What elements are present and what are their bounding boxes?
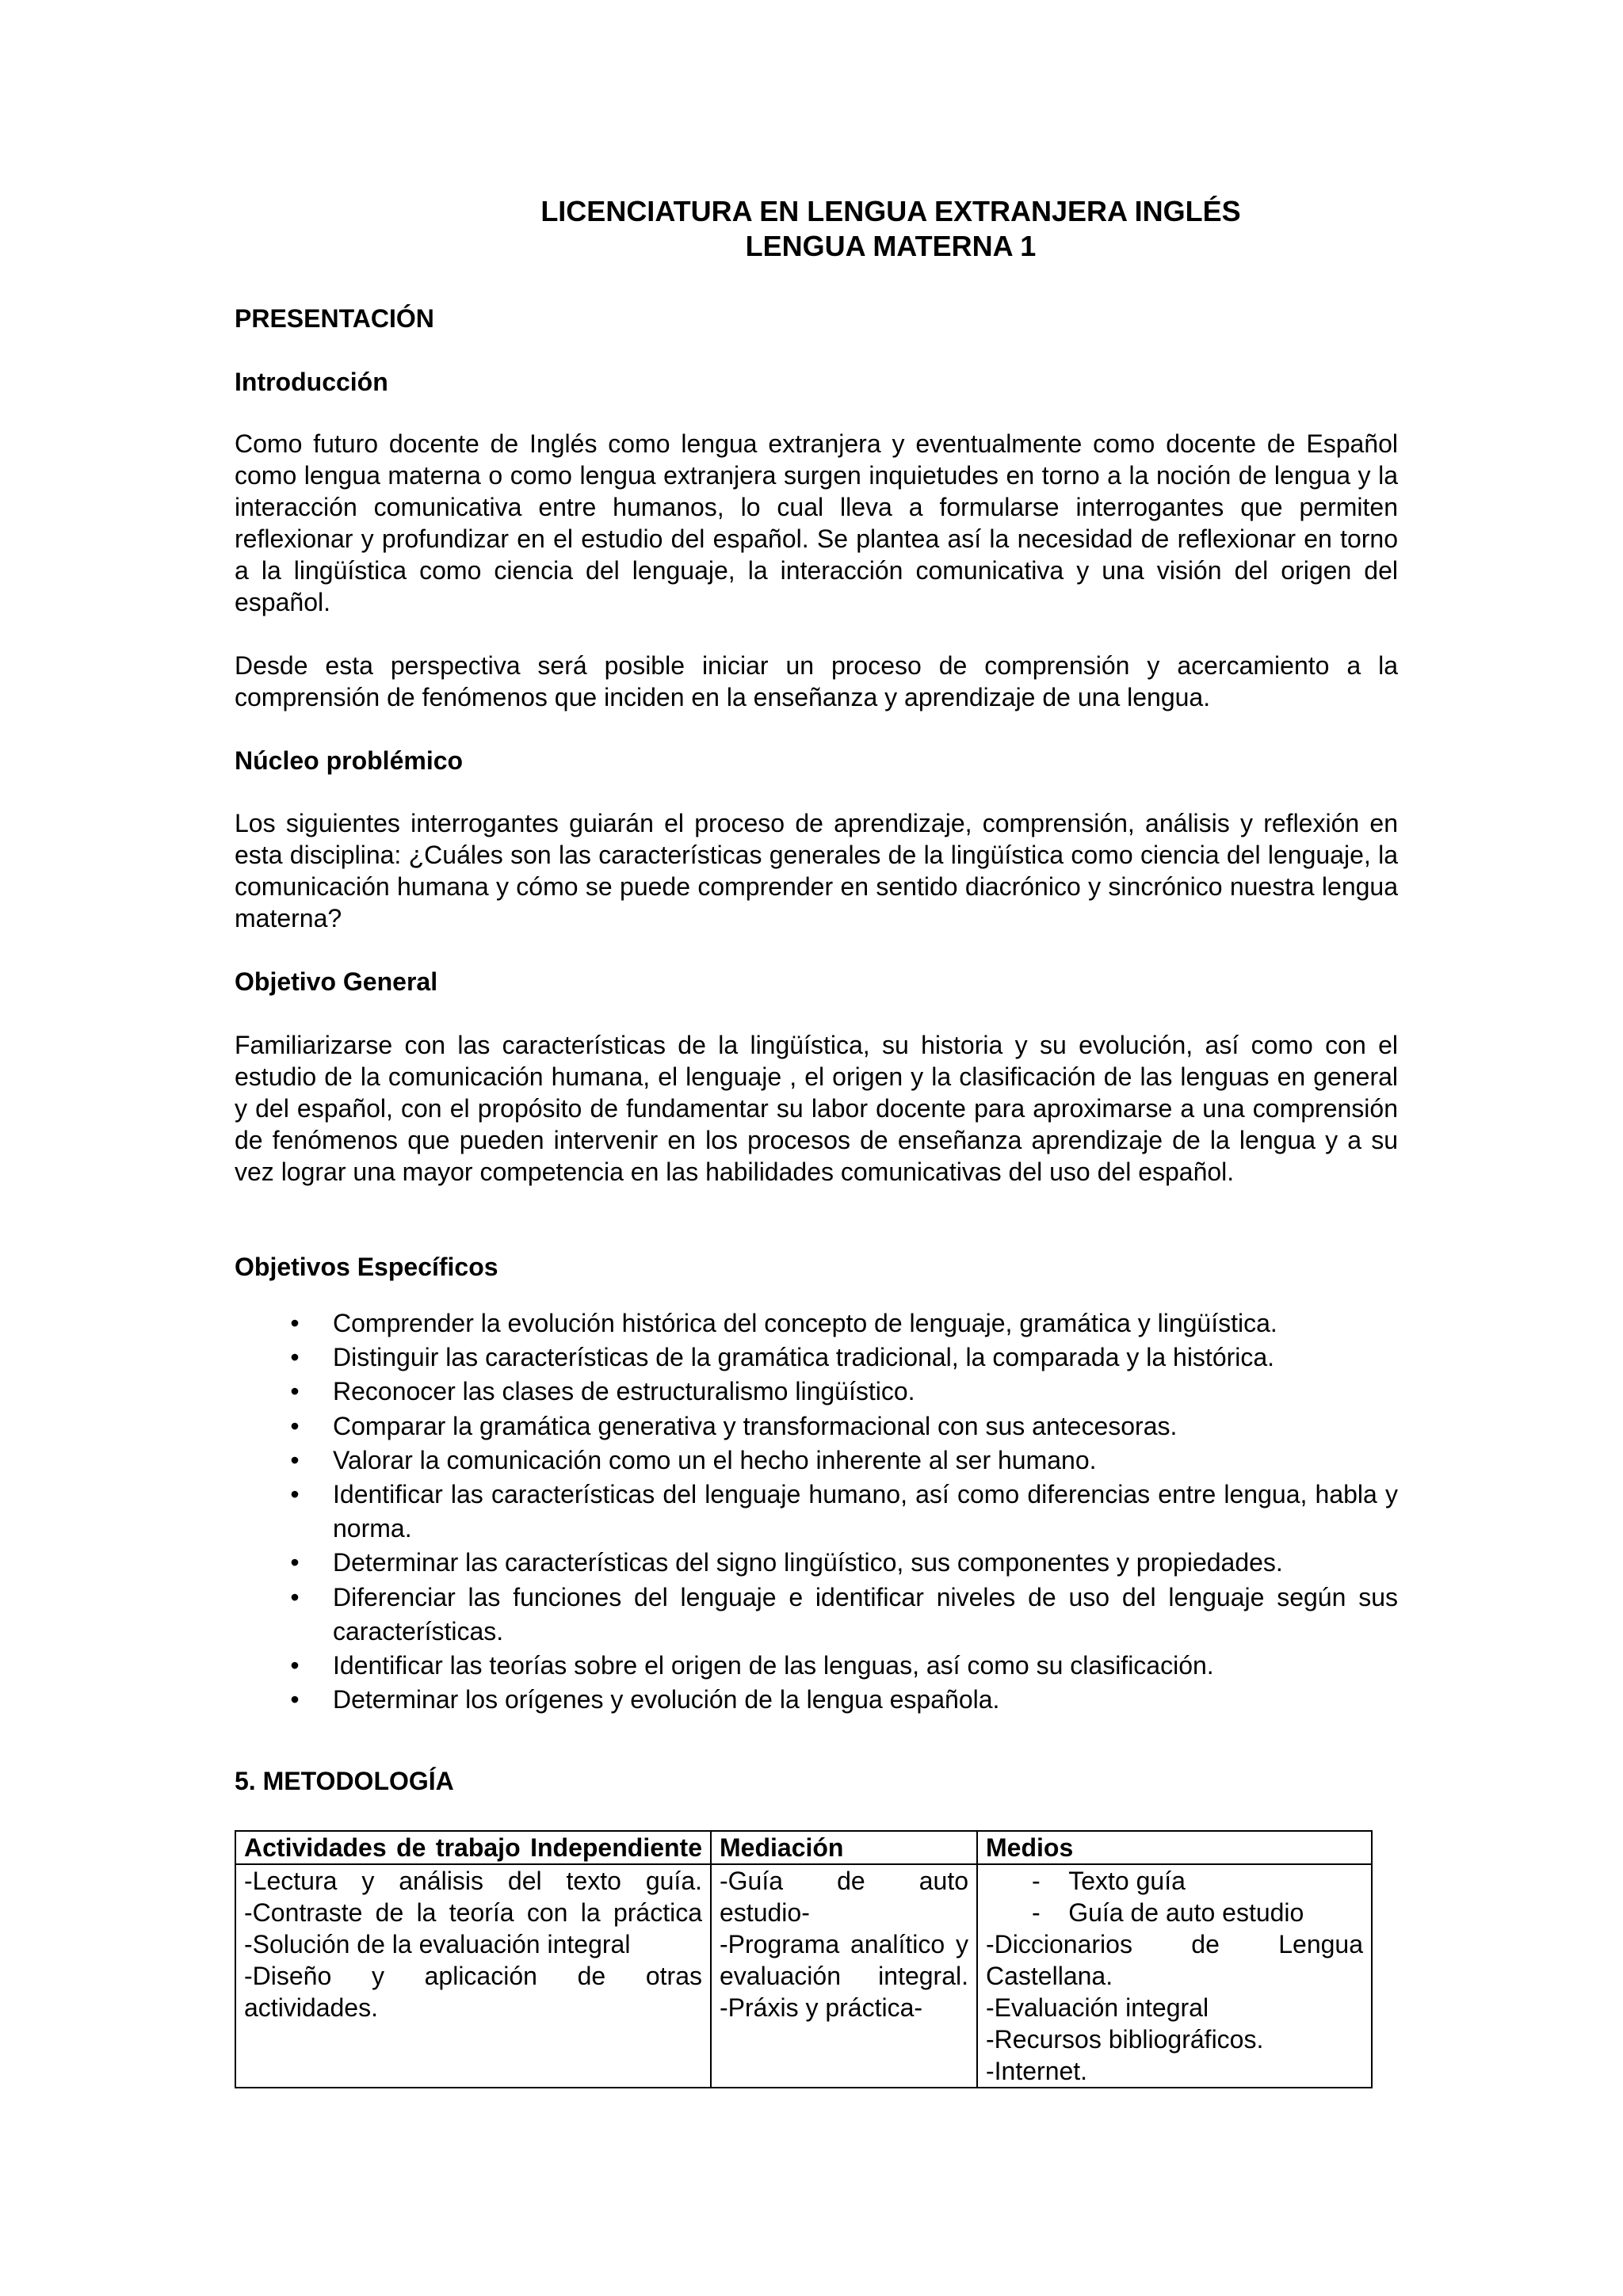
bullet-icon: • [290,1651,300,1680]
list-item: • Determinar los orígenes y evolución de la lengua española. [235,1683,1398,1717]
cell-line: -Programa analítico y evaluación integral. [720,1930,968,1990]
cell-line: -Guía de auto estudio- [720,1867,968,1927]
list-item: • Diferenciar las funciones del lenguaje e identificar niveles de uso del lenguaje según sus características. [235,1581,1398,1649]
objetivos-especificos-list [235,1306,1398,1717]
cell-line: -Diseño y aplicación de otras actividades. [244,1962,702,2022]
cell-line: -Lectura y análisis del texto guía. [244,1867,702,1895]
dash-icon: - [1032,1867,1041,1895]
table-row [235,1864,1372,2088]
cell-line: -Recursos bibliográficos. [986,2025,1264,2054]
table-cell-mediacion [711,1864,977,2088]
list-item: • Identificar las teorías sobre el origen de las lenguas, así como su clasificación. [235,1649,1398,1683]
objetivo-general-paragraph: Familiarizarse con las características de la lingüística, su historia y su evolución, así como con el estudio de la comunicación humana, el lenguaje , el origen y la clasificación de las lenguas en general y del español, con el propósito de fundamentar su labor docente para aproximarse a una comprensión de fenómenos que pueden intervenir en los procesos de enseñanza aprendizaje de la lengua y a su vez lograr una mayor competencia en las habilidades comunicativas del uso del español. [235,1031,1398,1186]
bullet-icon: • [290,1548,300,1577]
intro-paragraph-1: Como futuro docente de Inglés como lengua extranjera y eventualmente como docente de Español como lengua materna o como lengua extranjera surgen inquietudes en torno a la noción de lengua y la interacción comunicativa entre humanos, lo cual lleva a formularse interrogantes que permiten reflexionar y profundizar en el estudio del español. Se plantea así la necesidad de reflexionar en torno a la lingüística como ciencia del lenguaje, la interacción comunicativa y una visión del origen del español. [235,429,1398,616]
list-item: • Comprender la evolución histórica del concepto de lenguaje, gramática y lingüística. [235,1306,1398,1341]
table-cell-medios [977,1864,1372,2088]
metodologia-table [235,1830,1373,2088]
list-item: • Reconocer las clases de estructuralismo lingüístico. [235,1375,1398,1409]
bullet-icon: • [290,1480,300,1509]
bullet-icon: • [290,1309,300,1337]
bullet-icon: • [290,1411,300,1440]
cell-line: -Internet. [986,2057,1088,2085]
bullet-icon: • [290,1685,300,1714]
list-item: • Distinguir las características de la gramática tradicional, la comparada y la histórica. [235,1341,1398,1375]
cell-line: -Solución de la evaluación integral [244,1930,631,1958]
bullet-icon: • [290,1582,300,1611]
document-title [235,194,1547,264]
title-line-1: LICENCIATURA EN LENGUA EXTRANJERA INGLÉS [540,195,1241,227]
nucleo-paragraph: Los siguientes interrogantes guiarán el proceso de aprendizaje, comprensión, análisis y reflexión en esta disciplina: ¿Cuáles son las características generales de la lingüística como ciencia del lenguaje, la comunicación humana y cómo se puede comprender en sentido diacrónico y sincrónico nuestra lengua materna? [235,809,1398,933]
cell-line: -Evaluación integral [986,1993,1209,2022]
table-header-mediacion: Mediación [711,1831,977,1864]
cell-line: -Contraste de la teoría con la práctica [244,1898,702,1927]
table-header-actividades: Actividades de trabajo Independiente [235,1831,711,1864]
title-line-2: LENGUA MATERNA 1 [745,230,1037,262]
list-item: • Determinar las características del signo lingüístico, sus componentes y propiedades. [235,1546,1398,1580]
subheading-objetivo-general: Objetivo General [235,967,438,996]
bullet-icon: • [290,1343,300,1372]
list-item: • Valorar la comunicación como un el hecho inherente al ser humano. [235,1444,1398,1478]
table-header-row [235,1831,1372,1864]
bullet-icon: • [290,1445,300,1474]
subheading-objetivos-especificos: Objetivos Específicos [235,1253,498,1281]
table-cell-actividades [235,1864,711,2088]
subheading-nucleo-problemico: Núcleo problémico [235,746,464,775]
table-header-medios: Medios [977,1831,1372,1864]
cell-line: -Diccionarios de Lengua Castellana. [986,1930,1363,1990]
dash-icon: - [1032,1898,1041,1927]
list-item: • Comparar la gramática generativa y transformacional con sus antecesoras. [235,1409,1398,1444]
list-item: • Identificar las características del lenguaje humano, así como diferencias entre lengua, habla y norma. [235,1478,1398,1546]
section-heading-presentacion: PRESENTACIÓN [235,304,434,333]
section-heading-metodologia: 5. METODOLOGÍA [235,1767,454,1795]
cell-line: - Texto guía [1032,1867,1186,1895]
cell-line: -Práxis y práctica- [720,1993,923,2022]
subheading-introduccion: Introducción [235,368,388,396]
bullet-icon: • [290,1377,300,1406]
cell-line: - Guía de auto estudio [1032,1898,1304,1927]
intro-paragraph-2: Desde esta perspectiva será posible iniciar un proceso de comprensión y acercamiento a la comprensión de fenómenos que inciden en la enseñanza y aprendizaje de una lengua. [235,651,1398,711]
